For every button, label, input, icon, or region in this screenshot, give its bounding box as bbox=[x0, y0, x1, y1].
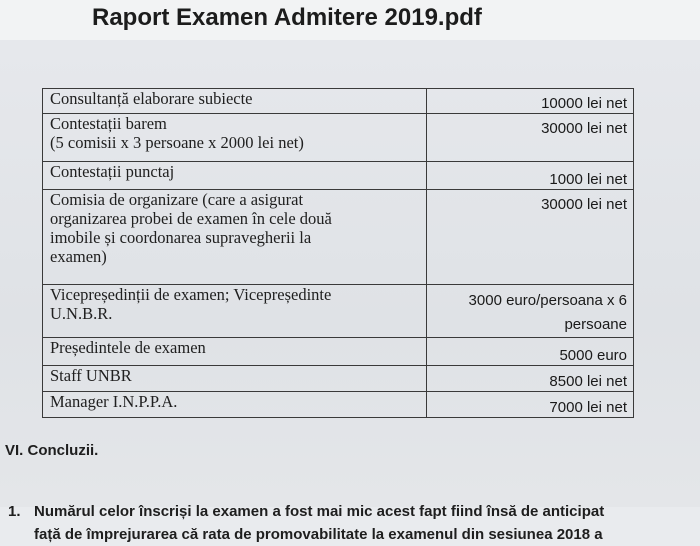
row-description bbox=[43, 190, 427, 285]
row-description bbox=[43, 285, 427, 338]
description-line: imobile și coordonarea supravegherii la bbox=[50, 228, 312, 247]
description-line: Manager I.N.P.P.A. bbox=[50, 392, 178, 411]
table-row bbox=[43, 190, 634, 285]
row-amount bbox=[426, 190, 633, 285]
table-row bbox=[43, 89, 634, 114]
amount-line: 1000 lei net bbox=[549, 171, 627, 188]
amount-line: 8500 lei net bbox=[549, 373, 627, 390]
paragraph-line: față de împrejurarea că rata de promovabilitate la examenul din sesiunea 2018 a bbox=[34, 526, 603, 543]
fees-table bbox=[42, 88, 634, 418]
amount-line: 30000 lei net bbox=[541, 120, 627, 137]
table-row bbox=[43, 366, 634, 392]
description-line: Vicepreședinții de examen; Vicepreședinte bbox=[50, 285, 332, 304]
row-description bbox=[43, 392, 427, 418]
table-row bbox=[43, 392, 634, 418]
table-row bbox=[43, 162, 634, 190]
table-row bbox=[43, 338, 634, 366]
row-amount bbox=[426, 338, 633, 366]
amount-line: 30000 lei net bbox=[541, 196, 627, 213]
section-heading: VI. Concluzii. bbox=[5, 442, 99, 459]
document-page bbox=[0, 40, 700, 543]
row-amount bbox=[426, 114, 633, 162]
description-line: Contestații punctaj bbox=[50, 162, 175, 181]
row-description bbox=[43, 89, 427, 114]
description-line: Staff UNBR bbox=[50, 366, 132, 385]
table-row bbox=[43, 285, 634, 338]
description-line: (5 comisii x 3 persoane x 2000 lei net) bbox=[50, 133, 304, 152]
description-line: organizarea probei de examen în cele două bbox=[50, 209, 332, 228]
description-line: U.N.B.R. bbox=[50, 304, 113, 323]
row-amount bbox=[426, 89, 633, 114]
description-line: Comisia de organizare (care a asigurat bbox=[50, 190, 304, 209]
row-amount bbox=[426, 285, 633, 338]
document-title: Raport Examen Admitere 2019.pdf bbox=[92, 4, 482, 31]
description-line: examen) bbox=[50, 247, 107, 266]
paragraph-line: Numărul celor înscriși la examen a fost mai mic acest fapt fiind însă de anticipat bbox=[34, 503, 605, 520]
amount-line: persoane bbox=[564, 316, 627, 333]
row-amount bbox=[426, 366, 633, 392]
amount-line: 10000 lei net bbox=[541, 95, 627, 112]
row-amount bbox=[426, 162, 633, 190]
description-line: Consultanță elaborare subiecte bbox=[50, 89, 253, 108]
row-description bbox=[43, 366, 427, 392]
row-description bbox=[43, 114, 427, 162]
amount-line: 3000 euro/persoana x 6 bbox=[468, 292, 627, 309]
row-amount bbox=[426, 392, 633, 418]
description-line: Președintele de examen bbox=[50, 338, 206, 357]
cutoff-previous-row: ˍ ˍ ˍ ˍ ˍ ˍ ˍ ˍ ˍ ˍ ˍ ˍ ˍ ˍ ˍ ˍ ˍ ˍ ˍ ˍ ˍ ˍ ˍ ˍ bbox=[54, 72, 261, 82]
description-line: Contestații barem bbox=[50, 114, 167, 133]
table-row bbox=[43, 114, 634, 162]
amount-line: 7000 lei net bbox=[549, 399, 627, 416]
paragraph-number: 1. bbox=[8, 503, 21, 520]
row-description bbox=[43, 338, 427, 366]
title-bar bbox=[0, 0, 700, 40]
row-description bbox=[43, 162, 427, 190]
amount-line: 5000 euro bbox=[559, 347, 627, 364]
